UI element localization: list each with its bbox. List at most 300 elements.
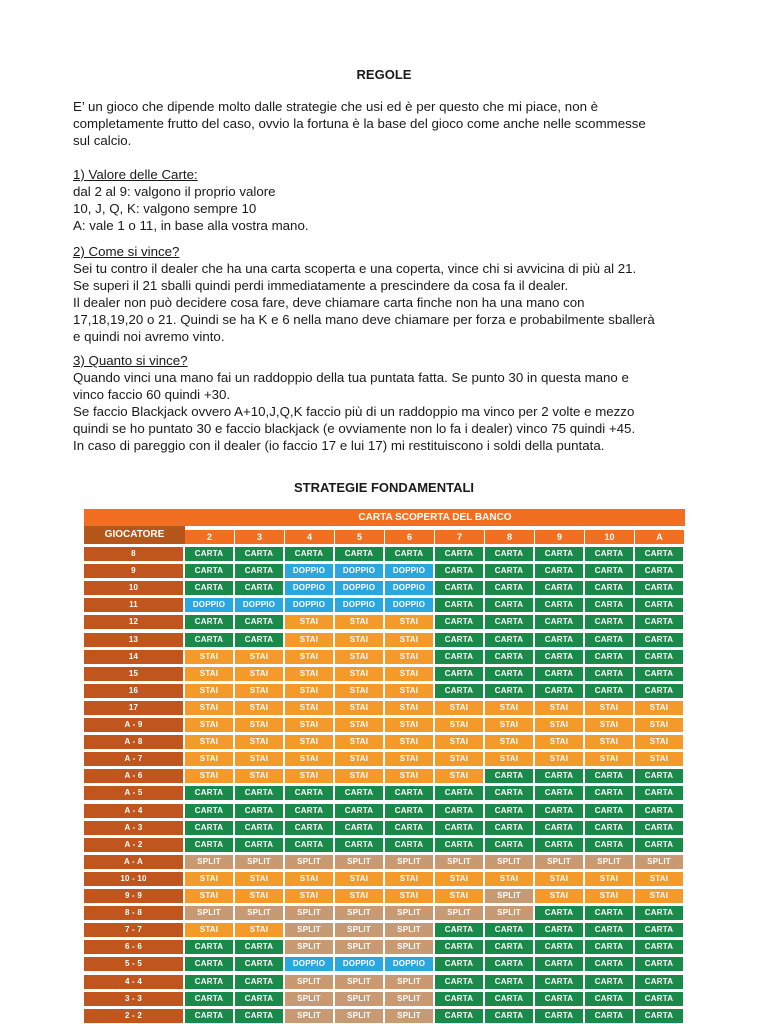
player-hand-label: A - 4	[84, 804, 183, 818]
action-cell: STAI	[235, 889, 283, 903]
action-cell: CARTA	[485, 940, 533, 954]
action-cell: CARTA	[185, 975, 233, 989]
action-cell: CARTA	[435, 804, 483, 818]
action-cell: DOPPIO	[335, 581, 383, 595]
action-cell: CARTA	[535, 581, 583, 595]
action-cell: SPLIT	[435, 906, 483, 920]
action-cell: SPLIT	[335, 975, 383, 989]
intro-paragraph	[73, 98, 713, 149]
intro-line: completamente frutto del caso, ovvio la fortuna è la base del gioco come anche nelle scommesse	[73, 116, 646, 131]
action-cell: CARTA	[235, 615, 283, 629]
dealer-card-header: 2	[185, 530, 234, 544]
action-cell: CARTA	[435, 786, 483, 800]
action-cell: CARTA	[635, 804, 683, 818]
action-cell: STAI	[285, 889, 333, 903]
action-cell: CARTA	[635, 786, 683, 800]
action-cell: STAI	[635, 752, 683, 766]
action-cell: CARTA	[485, 769, 533, 783]
player-hand-label: A - 6	[84, 769, 183, 783]
action-cell: SPLIT	[535, 855, 583, 869]
action-cell: STAI	[635, 718, 683, 732]
action-cell: CARTA	[635, 992, 683, 1006]
action-cell: SPLIT	[385, 940, 433, 954]
action-cell: STAI	[385, 872, 433, 886]
player-hand-label: 4 - 4	[84, 975, 183, 989]
action-cell: CARTA	[485, 838, 533, 852]
action-cell: CARTA	[385, 838, 433, 852]
player-hand-label: A - A	[84, 855, 183, 869]
action-cell: CARTA	[635, 547, 683, 561]
action-cell: STAI	[485, 701, 533, 715]
action-cell: STAI	[635, 889, 683, 903]
action-cell: CARTA	[485, 615, 533, 629]
action-cell: STAI	[235, 650, 283, 664]
section-line: quindi se ho puntato 30 e faccio blackjack (e ovviamente non lo fa i dealer) vinco 75 quindi +45.	[73, 421, 636, 436]
dealer-card-header: 5	[335, 530, 384, 544]
action-cell: SPLIT	[485, 889, 533, 903]
action-cell: CARTA	[585, 547, 633, 561]
action-cell: DOPPIO	[385, 957, 433, 971]
action-cell: SPLIT	[485, 855, 533, 869]
section-heading: 3) Quanto si vince?	[73, 353, 188, 368]
player-hand-label: 3 - 3	[84, 992, 183, 1006]
action-cell: STAI	[185, 889, 233, 903]
action-cell: STAI	[435, 718, 483, 732]
action-cell: SPLIT	[385, 975, 433, 989]
action-cell: STAI	[335, 718, 383, 732]
action-cell: CARTA	[485, 804, 533, 818]
section-how-to-win	[73, 243, 713, 345]
action-cell: STAI	[235, 667, 283, 681]
dealer-card-header: A	[635, 530, 684, 544]
action-cell: CARTA	[585, 940, 633, 954]
action-cell: CARTA	[435, 598, 483, 612]
dealer-card-header: 3	[235, 530, 284, 544]
action-cell: SPLIT	[285, 923, 333, 937]
action-cell: CARTA	[385, 821, 433, 835]
action-cell: STAI	[185, 735, 233, 749]
action-cell: CARTA	[535, 804, 583, 818]
intro-line: E’ un gioco che dipende molto dalle strategie che usi ed è per questo che mi piace, non è	[73, 99, 599, 114]
action-cell: STAI	[285, 769, 333, 783]
section-line: dal 2 al 9: valgono il proprio valore	[73, 184, 276, 199]
action-cell: STAI	[285, 752, 333, 766]
action-cell: SPLIT	[635, 855, 683, 869]
action-cell: STAI	[235, 752, 283, 766]
action-cell: CARTA	[585, 581, 633, 595]
page-title: REGOLE	[356, 67, 412, 82]
action-cell: SPLIT	[285, 940, 333, 954]
action-cell: SPLIT	[435, 855, 483, 869]
action-cell: STAI	[285, 718, 333, 732]
action-cell: CARTA	[185, 804, 233, 818]
action-cell: SPLIT	[285, 855, 333, 869]
action-cell: CARTA	[235, 564, 283, 578]
action-cell: STAI	[335, 684, 383, 698]
action-cell: CARTA	[585, 650, 633, 664]
action-cell: CARTA	[385, 786, 433, 800]
player-hand-label: 8 - 8	[84, 906, 183, 920]
action-cell: CARTA	[535, 906, 583, 920]
action-cell: STAI	[285, 667, 333, 681]
action-cell: STAI	[385, 650, 433, 664]
player-hand-label: 10	[84, 581, 183, 595]
player-hand-label: 5 - 5	[84, 957, 183, 971]
action-cell: CARTA	[585, 615, 633, 629]
section-line: 17,18,19,20 o 21. Quindi se ha K e 6 nella mano deve chiamare per forza e probabilmente sballerà	[73, 312, 655, 327]
player-hand-label: 17	[84, 701, 183, 715]
action-cell: CARTA	[485, 923, 533, 937]
action-cell: STAI	[485, 718, 533, 732]
action-cell: CARTA	[585, 821, 633, 835]
action-cell: STAI	[435, 752, 483, 766]
action-cell: STAI	[335, 701, 383, 715]
dealer-card-header: 8	[485, 530, 534, 544]
section-line: Sei tu contro il dealer che ha una carta scoperta e una coperta, vince chi si avvicina di più al 21.	[73, 261, 637, 276]
action-cell: DOPPIO	[385, 564, 433, 578]
action-cell: STAI	[385, 615, 433, 629]
action-cell: CARTA	[585, 667, 633, 681]
action-cell: CARTA	[535, 821, 583, 835]
action-cell: CARTA	[585, 975, 633, 989]
action-cell: CARTA	[535, 684, 583, 698]
action-cell: CARTA	[335, 821, 383, 835]
section-how-much-win	[73, 352, 713, 454]
action-cell: CARTA	[435, 564, 483, 578]
action-cell: STAI	[285, 615, 333, 629]
action-cell: CARTA	[235, 821, 283, 835]
player-hand-label: 11	[84, 598, 183, 612]
action-cell: CARTA	[185, 786, 233, 800]
action-cell: STAI	[385, 701, 433, 715]
action-cell: STAI	[535, 872, 583, 886]
action-cell: CARTA	[635, 684, 683, 698]
action-cell: SPLIT	[335, 906, 383, 920]
action-cell: SPLIT	[335, 923, 383, 937]
action-cell: CARTA	[435, 633, 483, 647]
player-hand-label: 6 - 6	[84, 940, 183, 954]
action-cell: STAI	[235, 718, 283, 732]
action-cell: CARTA	[535, 615, 583, 629]
action-cell: STAI	[385, 752, 433, 766]
action-cell: CARTA	[535, 598, 583, 612]
action-cell: STAI	[485, 735, 533, 749]
action-cell: STAI	[335, 872, 383, 886]
action-cell: DOPPIO	[335, 564, 383, 578]
action-cell: STAI	[485, 872, 533, 886]
action-cell: DOPPIO	[235, 598, 283, 612]
action-cell: STAI	[285, 684, 333, 698]
action-cell: CARTA	[585, 564, 633, 578]
action-cell: SPLIT	[385, 992, 433, 1006]
action-cell: CARTA	[535, 564, 583, 578]
action-cell: STAI	[435, 889, 483, 903]
action-cell: CARTA	[485, 581, 533, 595]
section-heading: 1) Valore delle Carte:	[73, 167, 198, 182]
action-cell: CARTA	[635, 667, 683, 681]
action-cell: CARTA	[635, 1009, 683, 1023]
action-cell: STAI	[535, 718, 583, 732]
action-cell: CARTA	[385, 804, 433, 818]
action-cell: CARTA	[435, 975, 483, 989]
action-cell: DOPPIO	[335, 598, 383, 612]
action-cell: CARTA	[635, 598, 683, 612]
action-cell: STAI	[185, 650, 233, 664]
player-hand-label: A - 9	[84, 718, 183, 732]
banner-corner	[84, 509, 185, 526]
action-cell: STAI	[235, 701, 283, 715]
action-cell: SPLIT	[285, 975, 333, 989]
player-hand-label: 7 - 7	[84, 923, 183, 937]
action-cell: CARTA	[435, 667, 483, 681]
action-cell: CARTA	[585, 769, 633, 783]
action-cell: CARTA	[285, 786, 333, 800]
action-cell: STAI	[185, 769, 233, 783]
action-cell: CARTA	[185, 547, 233, 561]
action-cell: DOPPIO	[285, 598, 333, 612]
action-cell: CARTA	[485, 786, 533, 800]
player-hand-label: 12	[84, 615, 183, 629]
action-cell: CARTA	[235, 975, 283, 989]
action-cell: CARTA	[335, 547, 383, 561]
action-cell: CARTA	[635, 838, 683, 852]
action-cell: CARTA	[485, 633, 533, 647]
action-cell: STAI	[335, 752, 383, 766]
action-cell: STAI	[185, 701, 233, 715]
action-cell: CARTA	[535, 667, 583, 681]
action-cell: STAI	[385, 633, 433, 647]
action-cell: STAI	[435, 735, 483, 749]
action-cell: SPLIT	[235, 855, 283, 869]
action-cell: CARTA	[335, 838, 383, 852]
action-cell: CARTA	[435, 650, 483, 664]
action-cell: CARTA	[235, 581, 283, 595]
action-cell: CARTA	[235, 838, 283, 852]
action-cell: STAI	[385, 684, 433, 698]
action-cell: SPLIT	[235, 906, 283, 920]
action-cell: CARTA	[635, 650, 683, 664]
action-cell: STAI	[185, 667, 233, 681]
action-cell: CARTA	[535, 769, 583, 783]
action-cell: STAI	[585, 735, 633, 749]
action-cell: SPLIT	[285, 992, 333, 1006]
action-cell: CARTA	[185, 564, 233, 578]
action-cell: STAI	[235, 872, 283, 886]
action-cell: CARTA	[335, 804, 383, 818]
action-cell: CARTA	[535, 940, 583, 954]
section-line: vinco faccio 60 quindi +30.	[73, 387, 231, 402]
action-cell: CARTA	[485, 547, 533, 561]
action-cell: STAI	[435, 872, 483, 886]
action-cell: SPLIT	[585, 855, 633, 869]
section-line: In caso di pareggio con il dealer (io faccio 17 e lui 17) mi restituiscono i soldi della puntata.	[73, 438, 605, 453]
player-hand-label: A - 7	[84, 752, 183, 766]
action-cell: STAI	[285, 650, 333, 664]
action-cell: CARTA	[435, 1009, 483, 1023]
action-cell: CARTA	[435, 940, 483, 954]
section-line: 10, J, Q, K: valgono sempre 10	[73, 201, 257, 216]
action-cell: STAI	[235, 923, 283, 937]
action-cell: CARTA	[485, 992, 533, 1006]
action-cell: CARTA	[285, 821, 333, 835]
action-cell: SPLIT	[335, 1009, 383, 1023]
action-cell: STAI	[385, 667, 433, 681]
player-header: GIOCATORE	[84, 526, 185, 544]
action-cell: DOPPIO	[285, 564, 333, 578]
action-cell: STAI	[185, 752, 233, 766]
action-cell: CARTA	[235, 957, 283, 971]
action-cell: CARTA	[235, 633, 283, 647]
action-cell: STAI	[635, 735, 683, 749]
action-cell: STAI	[335, 735, 383, 749]
action-cell: CARTA	[185, 821, 233, 835]
action-cell: CARTA	[435, 547, 483, 561]
action-cell: CARTA	[485, 821, 533, 835]
action-cell: SPLIT	[335, 992, 383, 1006]
action-cell: CARTA	[235, 992, 283, 1006]
action-cell: SPLIT	[285, 1009, 333, 1023]
action-cell: CARTA	[285, 838, 333, 852]
action-cell: STAI	[335, 889, 383, 903]
action-cell: STAI	[285, 872, 333, 886]
strategy-title: STRATEGIE FONDAMENTALI	[293, 480, 475, 495]
action-cell: CARTA	[585, 633, 633, 647]
action-cell: CARTA	[585, 684, 633, 698]
player-hand-label: 15	[84, 667, 183, 681]
action-cell: STAI	[535, 889, 583, 903]
action-cell: CARTA	[585, 598, 633, 612]
action-cell: SPLIT	[385, 855, 433, 869]
player-hand-label: 8	[84, 547, 183, 561]
action-cell: CARTA	[535, 975, 583, 989]
action-cell: CARTA	[435, 684, 483, 698]
action-cell: CARTA	[185, 1009, 233, 1023]
action-cell: CARTA	[285, 804, 333, 818]
action-cell: STAI	[185, 872, 233, 886]
action-cell: SPLIT	[335, 940, 383, 954]
action-cell: CARTA	[585, 1009, 633, 1023]
action-cell: CARTA	[485, 1009, 533, 1023]
action-cell: STAI	[335, 667, 383, 681]
action-cell: DOPPIO	[185, 598, 233, 612]
dealer-card-header: 4	[285, 530, 334, 544]
action-cell: CARTA	[635, 564, 683, 578]
action-cell: CARTA	[185, 633, 233, 647]
action-cell: STAI	[435, 769, 483, 783]
player-hand-label: 9 - 9	[84, 889, 183, 903]
action-cell: CARTA	[635, 769, 683, 783]
action-cell: CARTA	[485, 667, 533, 681]
action-cell: CARTA	[535, 957, 583, 971]
action-cell: CARTA	[335, 786, 383, 800]
action-cell: SPLIT	[285, 906, 333, 920]
action-cell: CARTA	[235, 804, 283, 818]
action-cell: CARTA	[635, 923, 683, 937]
action-cell: CARTA	[485, 684, 533, 698]
section-heading: 2) Come si vince?	[73, 244, 180, 259]
action-cell: CARTA	[535, 992, 583, 1006]
action-cell: CARTA	[585, 957, 633, 971]
action-cell: CARTA	[185, 838, 233, 852]
action-cell: CARTA	[635, 940, 683, 954]
action-cell: CARTA	[485, 650, 533, 664]
action-cell: STAI	[285, 735, 333, 749]
action-cell: CARTA	[285, 547, 333, 561]
action-cell: CARTA	[185, 581, 233, 595]
action-cell: CARTA	[635, 906, 683, 920]
action-cell: CARTA	[585, 838, 633, 852]
action-cell: SPLIT	[385, 923, 433, 937]
action-cell: CARTA	[235, 940, 283, 954]
action-cell: CARTA	[635, 957, 683, 971]
action-cell: STAI	[485, 752, 533, 766]
action-cell: CARTA	[635, 633, 683, 647]
dealer-card-header: 10	[585, 530, 634, 544]
action-cell: CARTA	[585, 923, 633, 937]
action-cell: CARTA	[635, 615, 683, 629]
action-cell: STAI	[635, 872, 683, 886]
action-cell: STAI	[285, 633, 333, 647]
action-cell: STAI	[335, 633, 383, 647]
action-cell: STAI	[385, 769, 433, 783]
action-cell: SPLIT	[185, 906, 233, 920]
action-cell: SPLIT	[385, 1009, 433, 1023]
action-cell: DOPPIO	[285, 957, 333, 971]
section-line: e quindi noi avremo vinto.	[73, 329, 225, 344]
action-cell: CARTA	[585, 992, 633, 1006]
section-line: A: vale 1 o 11, in base alla vostra mano.	[73, 218, 309, 233]
action-cell: CARTA	[535, 1009, 583, 1023]
action-cell: CARTA	[535, 633, 583, 647]
action-cell: DOPPIO	[385, 598, 433, 612]
section-line: Il dealer non può decidere cosa fare, deve chiamare carta finche non ha una mano con	[73, 295, 585, 310]
action-cell: SPLIT	[185, 855, 233, 869]
action-cell: CARTA	[485, 957, 533, 971]
section-line: Se superi il 21 sballi quindi perdi immediatamente a prescindere da cosa fa il dealer.	[73, 278, 569, 293]
player-hand-label: A - 5	[84, 786, 183, 800]
action-cell: CARTA	[585, 906, 633, 920]
action-cell: STAI	[235, 684, 283, 698]
player-hand-label: A - 3	[84, 821, 183, 835]
action-cell: CARTA	[485, 975, 533, 989]
action-cell: STAI	[335, 769, 383, 783]
action-cell: STAI	[335, 615, 383, 629]
player-hand-label: A - 8	[84, 735, 183, 749]
action-cell: CARTA	[435, 581, 483, 595]
action-cell: CARTA	[535, 838, 583, 852]
action-cell: STAI	[635, 701, 683, 715]
action-cell: CARTA	[635, 821, 683, 835]
action-cell: STAI	[385, 718, 433, 732]
action-cell: STAI	[535, 701, 583, 715]
action-cell: CARTA	[235, 547, 283, 561]
action-cell: CARTA	[585, 786, 633, 800]
action-cell: CARTA	[435, 615, 483, 629]
action-cell: SPLIT	[485, 906, 533, 920]
dealer-card-header: 7	[435, 530, 484, 544]
section-line: Quando vinci una mano fai un raddoppio della tua puntata fatta. Se punto 30 in questa mano e	[73, 370, 629, 385]
player-hand-label: 14	[84, 650, 183, 664]
action-cell: CARTA	[535, 923, 583, 937]
action-cell: CARTA	[235, 786, 283, 800]
action-cell: DOPPIO	[385, 581, 433, 595]
action-cell: STAI	[235, 769, 283, 783]
action-cell: CARTA	[535, 650, 583, 664]
action-cell: STAI	[385, 735, 433, 749]
action-cell: CARTA	[185, 992, 233, 1006]
action-cell: CARTA	[535, 786, 583, 800]
action-cell: CARTA	[435, 957, 483, 971]
